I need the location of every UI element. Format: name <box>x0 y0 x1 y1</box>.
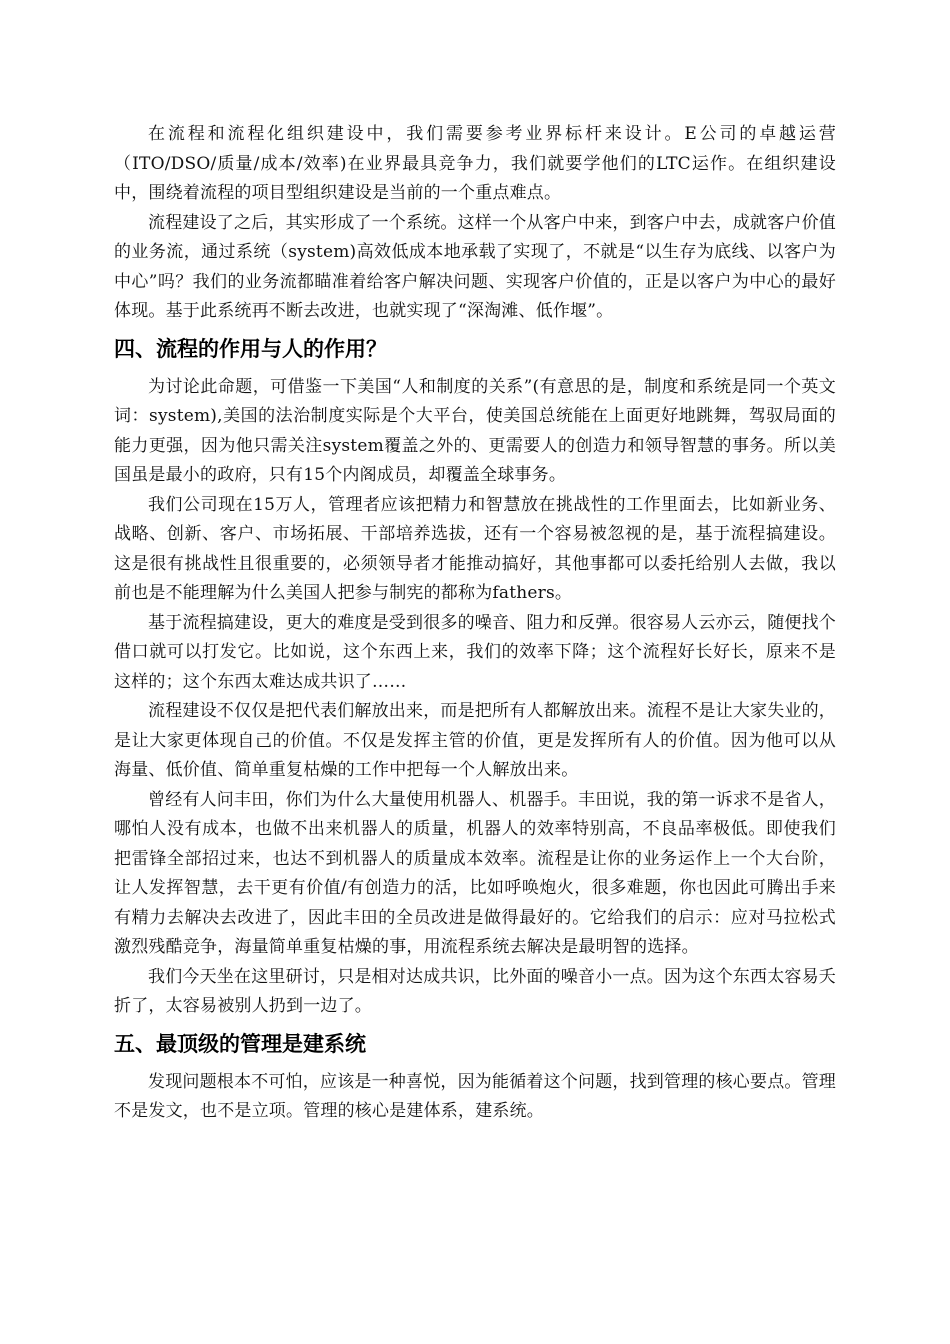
paragraph: 曾经有人问丰田，你们为什么大量使用机器人、机器手。丰田说，我的第一诉求不是省人，哪怕人没有成本，也做不出来机器人的质量，机器人的效率特别高，不良品率极低。即使我们把雷锋全部招过来，也达不到机器人的质量成本效率。流程是让你的业务运作上一个大台阶，让人发挥智慧，去干更有价值/有创造力的活，比如呼唤炮火，很多难题，你也因此可腾出手来有精力去解决去改进了，因此丰田的全员改进是做得最好的。它给我们的启示：应对马拉松式激烈残酷竞争，海量简单重复枯燥的事，用流程系统去解决是最明智的选择。 <box>114 789 836 957</box>
section-heading: 五、最顶级的管理是建系统 <box>114 1031 366 1056</box>
paragraph: 流程建设了之后，其实形成了一个系统。这样一个从客户中来，到客户中去，成就客户价值的业务流，通过系统（system)高效低成本地承载了实现了，不就是“以生存为底线、以客户为中心”吗？我们的业务流都瞄准着给客户解决问题、实现客户价值的，正是以客户为中心的最好体现。基于此系统再不断去改进，也就实现了“深淘滩、低作堰”。 <box>114 212 836 321</box>
paragraph: 流程建设不仅仅是把代表们解放出来，而是把所有人都解放出来。流程不是让大家失业的，是让大家更体现自己的价值。不仅是发挥主管的价值，更是发挥所有人的价值。因为他可以从海量、低价值、简单重复枯燥的工作中把每一个人解放出来。 <box>114 701 836 780</box>
paragraph: 基于流程搞建设，更大的难度是受到很多的噪音、阻力和反弹。很容易人云亦云，随便找个借口就可以打发它。比如说，这个东西上来，我们的效率下降；这个流程好长好长，原来不是这样的；这个东西太难达成共识了…… <box>114 612 836 692</box>
paragraph: 我们今天坐在这里研讨，只是相对达成共识，比外面的噪音小一点。因为这个东西太容易夭折了，太容易被别人扔到一边了。 <box>114 966 836 1016</box>
paragraph: 发现问题根本不可怕，应该是一种喜悦，因为能循着这个问题，找到管理的核心要点。管理不是发文，也不是立项。管理的核心是建体系，建系统。 <box>114 1071 836 1121</box>
paragraph: 我们公司现在15万人，管理者应该把精力和智慧放在挑战性的工作里面去，比如新业务、战略、创新、客户、市场拓展、干部培养选拔，还有一个容易被忽视的是，基于流程搞建设。这是很有挑战性且很重要的，必须领导者才能推动搞好，其他事都可以委托给别人去做，我以前也是不能理解为什么美国人把参与制宪的都称为fathers。 <box>114 494 836 603</box>
section-heading: 四、流程的作用与人的作用？ <box>114 336 387 361</box>
paragraph: 在流程和流程化组织建设中，我们需要参考业界标杆来设计。E公司的卓越运营（ITO/DSO/质量/成本/效率)在业界最具竞争力，我们就要学他们的LTC运作。在组织建设中，围绕着流程的项目型组织建设是当前的一个重点难点。 <box>114 124 836 203</box>
paragraph: 为讨论此命题，可借鉴一下美国“人和制度的关系”(有意思的是，制度和系统是同一个英文词：system),美国的法治制度实际是个大平台，使美国总统能在上面更好地跳舞，驾驭局面的能力更强，因为他只需关注system覆盖之外的、更需要人的创造力和领导智慧的事务。所以美国虽是最小的政府，只有15个内阁成员，却覆盖全球事务。 <box>114 376 836 485</box>
document-page <box>114 120 836 1127</box>
